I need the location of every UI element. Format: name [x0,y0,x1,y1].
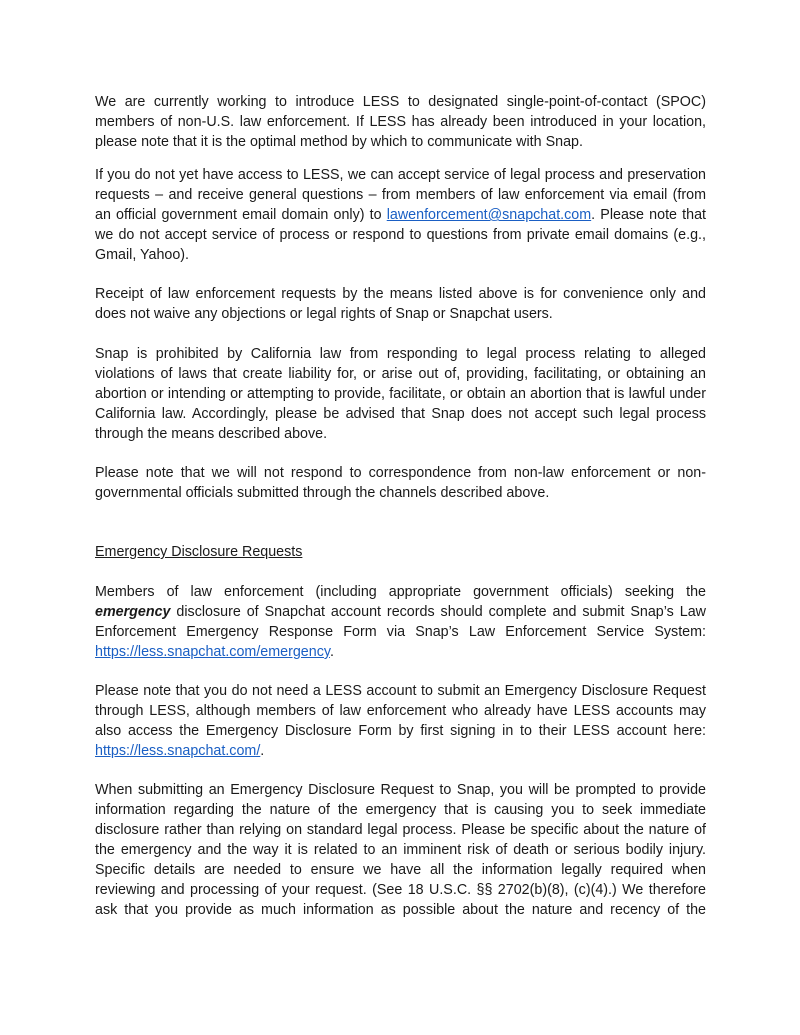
paragraph-non-law-enforcement [95,463,706,503]
paragraph-email-text: If you do not yet have access to LESS, we can accept service of legal process and preservation requests – and receive general questions – from members of law enforcement via email (from an official government email domain only) to [95,167,706,223]
paragraph-email-service [95,165,706,265]
paragraph-emergency-form [95,582,706,662]
paragraph-emergency-text-end: . [329,644,334,660]
paragraph-emergency-text-mid: disclosure of Snapchat account records should complete and submit Snap’s Law Enforcement Emergency Response Form via Snap’s Law Enforcement Service System: [95,604,706,640]
paragraph-receipt [95,284,706,324]
paragraph-submitting-request-text: When submitting an Emergency Disclosure Request to Snap, you will be prompted to provide information regarding the nature of the emergency that is causing you to seek immediate disclosure rather than relying on standard legal process. Please be specific about the nature of the emergency and the way it is related to an imminent risk of death or serious bodily injury. Specific details are needed to ensure we have all the information legally required when reviewing and processing of your request. (See 18 U.S.C. §§ 2702(b)(8), (c)(4).) We therefore ask that you provide as much information as possible about the nature and recency of the [95,782,706,918]
paragraph-spoc [95,92,706,152]
less-login-link[interactable]: https://less.snapchat.com/ [95,743,261,759]
paragraph-emergency-text: Members of law enforcement (including appropriate government officials) seeking the [95,584,706,600]
paragraph-spoc-text: We are currently working to introduce LESS to designated single-point-of-contact (SPOC) members of non-U.S. law enforcement. If LESS has already been introduced in your location, please note that it is the optimal method by which to communicate with Snap. [95,94,706,150]
section-heading-text: Emergency Disclosure Requests [95,544,303,560]
paragraph-less-account-text: Please note that you do not need a LESS account to submit an Emergency Disclosure Request through LESS, although members of law enforcement who already have LESS accounts may also access the Emergency Disclosure Form by first signing in to their LESS account here: [95,683,706,739]
paragraph-email-text-end: . Please note that we do not accept service of process or respond to questions from private email domains (e.g., Gmail, Yahoo). [95,207,706,263]
paragraph-receipt-text: Receipt of law enforcement requests by the means listed above is for convenience only and does not waive any objections or legal rights of Snap or Snapchat users. [95,286,706,322]
law-enforcement-email-link[interactable]: lawenforcement@snapchat.com [386,207,592,223]
paragraph-submitting-request [95,780,706,920]
paragraph-less-account [95,681,706,761]
emphasis-emergency: emergency [95,604,171,620]
paragraph-less-account-end: . [260,743,265,759]
section-heading-emergency [95,542,706,562]
paragraph-non-law-enforcement-text: Please note that we will not respond to correspondence from non-law enforcement or non-governmental officials submitted through the channels described above. [95,465,706,501]
paragraph-california-law [95,344,706,444]
emergency-form-link[interactable]: https://less.snapchat.com/emergency [95,644,330,660]
paragraph-california-law-text: Snap is prohibited by California law from responding to legal process relating to alleged violations of laws that create liability for, or arise out of, providing, facilitating, or obtaining an abortion or intending or attempting to provide, facilitate, or obtain an abortion that is lawful under California law. Accordingly, please be advised that Snap does not accept such legal process through the means described above. [95,346,706,442]
